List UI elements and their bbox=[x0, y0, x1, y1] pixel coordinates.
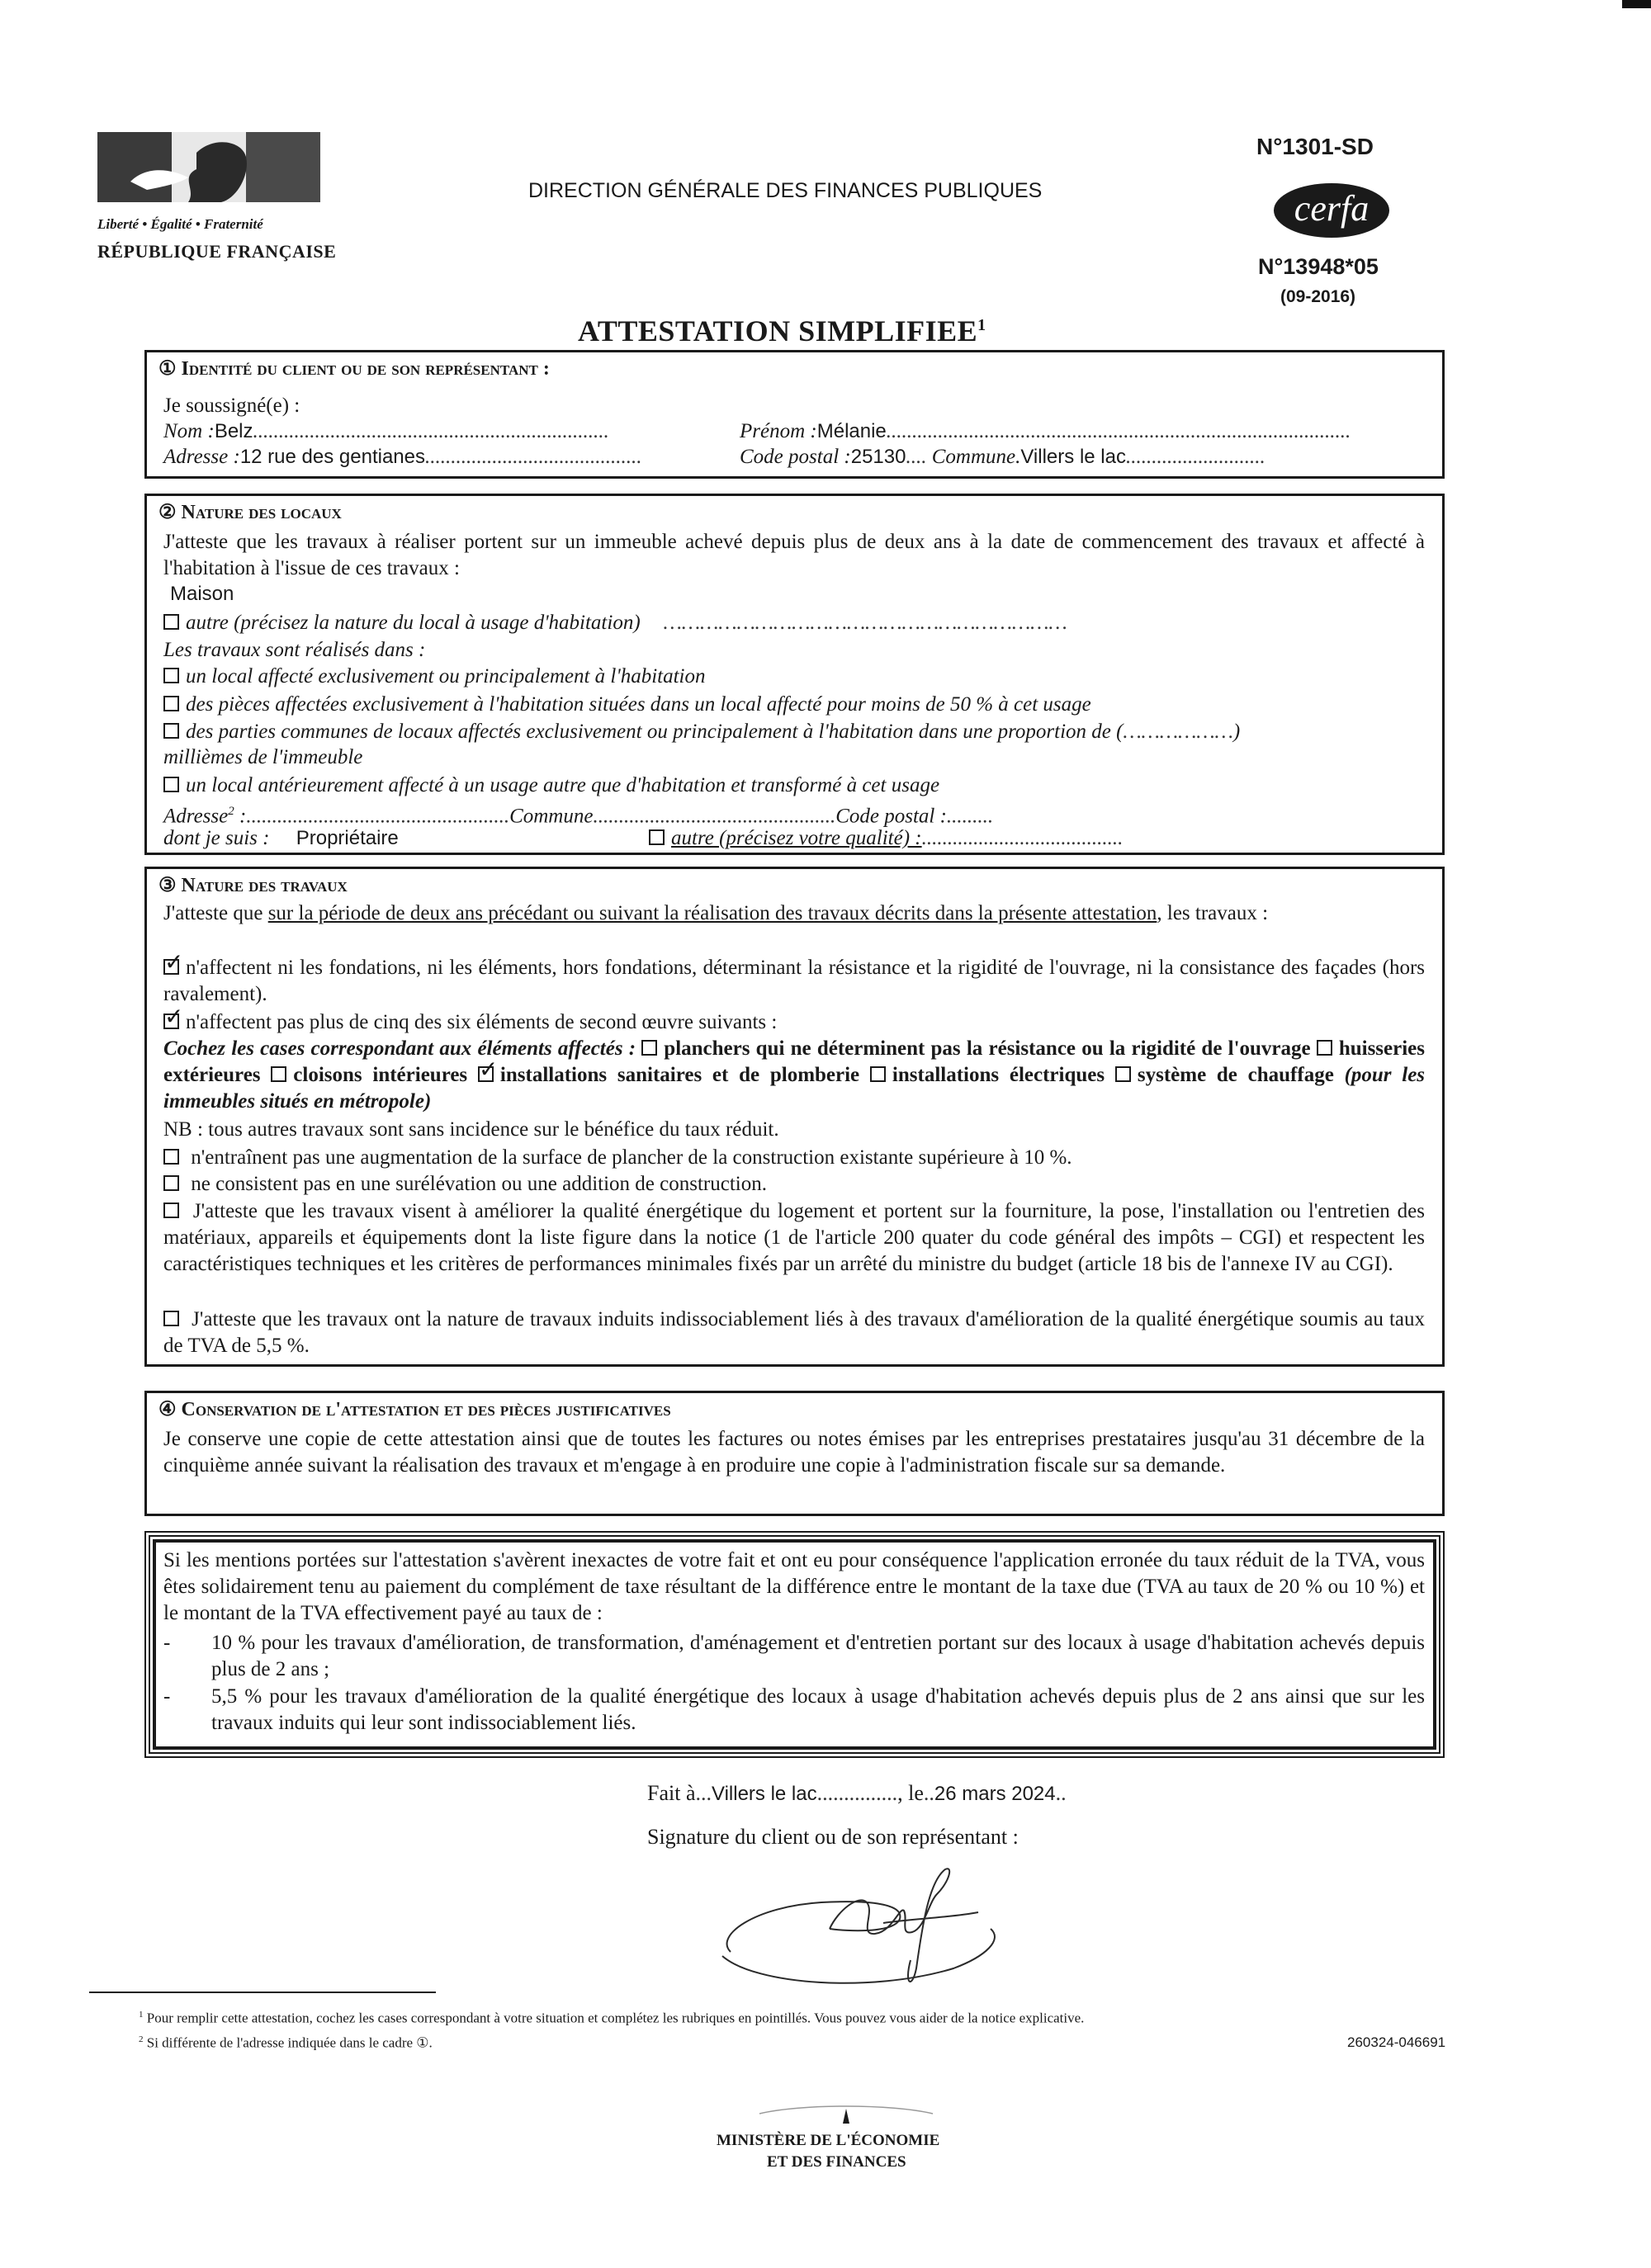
cochez-label: Cochez les cases correspondant aux éléments affectés : bbox=[163, 1037, 636, 1060]
electriques-checkbox[interactable] bbox=[870, 1066, 886, 1082]
page-title bbox=[578, 314, 986, 348]
footnote-2: $^2$ Si différente de l'adresse indiquée dans le cadre ①. bbox=[139, 2034, 433, 2051]
realises-label: Les travaux sont réalisés dans : bbox=[163, 639, 426, 661]
nom-value[interactable]: Belz bbox=[214, 420, 253, 442]
nb-note: NB : tous autres travaux sont sans incidence sur le bénéfice du taux réduit. bbox=[163, 1118, 779, 1141]
chauffage-checkbox[interactable] bbox=[1115, 1066, 1131, 1082]
document-reference: 260324-046691 bbox=[1347, 2034, 1446, 2050]
travaux-item-6[interactable]: J'atteste que les travaux ont la nature de travaux induits indissociablement liés à des travaux d'amélioration de la qualité énergétique soumis au taux de TVA de 5,5 %. bbox=[163, 1308, 1425, 1357]
qualite-value[interactable]: Propriétaire bbox=[296, 827, 399, 849]
travaux-item-3[interactable]: n'entraînent pas une augmentation de la surface de plancher de la construction existante supérieure à 10 %. bbox=[163, 1145, 1072, 1170]
prenom-value[interactable]: Mélanie bbox=[816, 420, 887, 442]
form-date: (09-2016) bbox=[1280, 287, 1356, 306]
local-option-3-cont: millièmes de l'immeuble bbox=[163, 746, 363, 768]
ministry-line-1: MINISTÈRE DE L'ÉCONOMIE bbox=[717, 2132, 940, 2149]
section2-heading: ② Nature des locaux bbox=[158, 502, 342, 523]
republic-motto: Liberté • Égalité • Fraternité bbox=[97, 216, 263, 232]
cloisons-checkbox[interactable] bbox=[271, 1066, 286, 1082]
autre-qualite-option[interactable]: autre (précisez votre qualité) :....................................... bbox=[649, 825, 1123, 851]
commune-value[interactable]: Villers le lac bbox=[1020, 446, 1126, 468]
cerfa-number: N°13948*05 bbox=[1258, 254, 1379, 279]
nom-field[interactable]: Nom :Belz..................................................................... bbox=[163, 420, 609, 442]
travaux-item-5-checkbox[interactable] bbox=[163, 1203, 179, 1218]
local-option-4-checkbox[interactable] bbox=[163, 777, 179, 792]
section2-adresse-field[interactable]: Adresse$^2$ :...................................................Commune...............................................Code postal :......... bbox=[163, 805, 994, 828]
local-type-value[interactable]: Maison bbox=[170, 583, 234, 605]
section4-heading: ④ Conservation de l'attestation et des pièces justificatives bbox=[158, 1399, 671, 1420]
sanitaires-checkbox[interactable] bbox=[478, 1066, 494, 1082]
warning-bullet-1: - 10 % pour les travaux d'amélioration, de transformation, d'aménagement et d'entretien portant sur des locaux à usage d'habitation achevés depuis plus de 2 ans ; bbox=[163, 1632, 1425, 1680]
second-oeuvre-elements: Cochez les cases correspondant aux éléments affectés : planchers qui ne déterminent pas la résistance ou la rigidité de l'ouvrage huisseries extérieures cloisons intérieures ✓ installations sanitaires et de plomberie installations électriques système de chauffage (pour les immeubles situés en métropole) bbox=[163, 1036, 1425, 1115]
autre-local-option[interactable]: autre (précisez la nature du local à usage d'habitation) ………………………………………………………… bbox=[163, 610, 1067, 636]
adresse-field[interactable]: Adresse :12 rue des gentianes.......................................... bbox=[163, 446, 642, 468]
adresse-value[interactable]: 12 rue des gentianes bbox=[239, 446, 425, 468]
title-footnote-mark: 1 bbox=[977, 316, 986, 334]
local-option-3[interactable]: des parties communes de locaux affectés exclusivement ou principalement à l'habitation dans une proportion de (………………) bbox=[163, 719, 1240, 744]
section2-intro: J'atteste que les travaux à réaliser portent sur un immeuble achevé depuis plus de deux ans à la date de commencement des travaux et affecté à l'habitation à l'issue de ces travaux : bbox=[163, 531, 1425, 579]
section3-heading: ③ Nature des travaux bbox=[158, 875, 348, 896]
signature-label: Signature du client ou de son représentant : bbox=[647, 1825, 1019, 1849]
section1-intro: Je soussigné(e) : bbox=[163, 395, 300, 417]
travaux-item-2-checkbox[interactable] bbox=[163, 1014, 179, 1029]
local-option-2[interactable]: des pièces affectées exclusivement à l'habitation situées dans un local affecté pour moins de 50 % à cet usage bbox=[163, 692, 1091, 717]
section1-heading: ① Identité du client ou de son représentant : bbox=[158, 358, 550, 380]
travaux-item-5[interactable]: J'atteste que les travaux visent à améliorer la qualité énergétique du logement et portent sur la fourniture, la pose, l'installation ou l'entretien des matériaux, appareils et équipements dont la liste figure dans la notice (1 de l'article 200 quater du code général des impôts – CGI) et respectent les caractéristiques techniques et les critères de performances minimales fixés par un arrêté du ministre du budget (article 18 bis de l'annexe IV au CGI). bbox=[163, 1200, 1425, 1275]
page-title-text: ATTESTATION SIMPLIFIEE bbox=[578, 314, 978, 347]
local-option-1-checkbox[interactable] bbox=[163, 668, 179, 683]
travaux-item-4-checkbox[interactable] bbox=[163, 1175, 179, 1191]
local-option-4[interactable]: un local antérieurement affecté à un usage autre que d'habitation et transformé à cet usage bbox=[163, 773, 939, 798]
travaux-item-2[interactable]: ✓n'affectent pas plus de cinq des six éléments de second œuvre suivants : bbox=[163, 1009, 777, 1035]
warning-text: Si les mentions portées sur l'attestation s'avèrent inexactes de votre fait et ont eu pour conséquence l'application erronée du taux réduit de la TVA, vous êtes solidairement tenu au paiement du complément de taxe résultant de la différence entre le montant de la taxe due (TVA au taux de 20 % ou 10 %) et le montant de la TVA effectivement payé au taux de : bbox=[163, 1549, 1425, 1624]
cerfa-logo bbox=[1274, 183, 1389, 238]
local-option-3-checkbox[interactable] bbox=[163, 723, 179, 739]
cp-field[interactable]: Code postal :25130.... Commune.Villers le lac........................... bbox=[740, 446, 1265, 468]
travaux-item-1[interactable]: ✓n'affectent ni les fondations, ni les éléments, hors fondations, déterminant la résistance et la rigidité de l'ouvrage, ni la consistance des façades (hors ravalement). bbox=[163, 955, 1425, 1008]
fait-a-date[interactable]: 26 mars 2024 bbox=[934, 1783, 1056, 1805]
fait-a-field[interactable]: Fait à...Villers le lac..............., le..26 mars 2024.. bbox=[647, 1781, 1067, 1805]
cp-value[interactable]: 25130 bbox=[850, 446, 906, 468]
prenom-field[interactable]: Prénom :Mélanie.......................................................................................... bbox=[740, 420, 1351, 442]
cerfa-logo-text: cerfa bbox=[1294, 188, 1370, 229]
department-name: DIRECTION GÉNÉRALE DES FINANCES PUBLIQUES bbox=[528, 179, 1043, 202]
travaux-item-3-checkbox[interactable] bbox=[163, 1149, 179, 1165]
autre-qualite-checkbox[interactable] bbox=[649, 829, 665, 845]
travaux-item-6-checkbox[interactable] bbox=[163, 1311, 179, 1326]
huisseries-checkbox[interactable] bbox=[1317, 1040, 1332, 1056]
qualite-field[interactable]: dont je suis : Propriétaire bbox=[163, 827, 399, 849]
ministry-line-2: ET DES FINANCES bbox=[767, 2153, 906, 2171]
warning-bullet-2: - 5,5 % pour les travaux d'amélioration de la qualité énergétique des locaux à usage d'habitation achevés depuis plus de 2 ans ainsi que sur les travaux induits qui leur sont indissociablement liés. bbox=[163, 1685, 1425, 1734]
client-signature[interactable] bbox=[706, 1853, 1028, 1993]
section4-text: Je conserve une copie de cette attestation ainsi que de toutes les factures ou notes émises par les entreprises prestataires jusqu'au 31 décembre de la cinquième année suivant la réalisation des travaux et m'engage à en produire une copie à l'administration fiscale sur sa demande. bbox=[163, 1428, 1425, 1477]
scan-edge-mark bbox=[1622, 0, 1651, 8]
autre-local-checkbox[interactable] bbox=[163, 614, 179, 630]
ministry-emblem bbox=[743, 2102, 949, 2125]
form-number: N°1301-SD bbox=[1256, 134, 1374, 159]
planchers-checkbox[interactable] bbox=[641, 1040, 657, 1056]
footnote-separator bbox=[89, 1992, 436, 1993]
section3-intro: J'atteste que sur la période de deux ans précédant ou suivant la réalisation des travaux décrits dans la présente attestation, les travaux : bbox=[163, 902, 1269, 924]
local-option-1[interactable]: un local affecté exclusivement ou principalement à l'habitation bbox=[163, 664, 706, 689]
travaux-item-1-checkbox[interactable] bbox=[163, 959, 179, 975]
republic-name: RÉPUBLIQUE FRANÇAISE bbox=[97, 241, 337, 262]
marianne-logo bbox=[97, 132, 320, 202]
fait-a-place[interactable]: Villers le lac bbox=[712, 1783, 817, 1805]
travaux-item-4[interactable]: ne consistent pas en une surélévation ou une addition de construction. bbox=[163, 1171, 767, 1197]
local-option-2-checkbox[interactable] bbox=[163, 696, 179, 711]
footnote-1: $^1$ Pour remplir cette attestation, cochez les cases correspondant à votre situation et complétez les rubriques en pointillés. Vous pouvez vous aider de la notice explicative. bbox=[139, 2010, 1085, 2026]
